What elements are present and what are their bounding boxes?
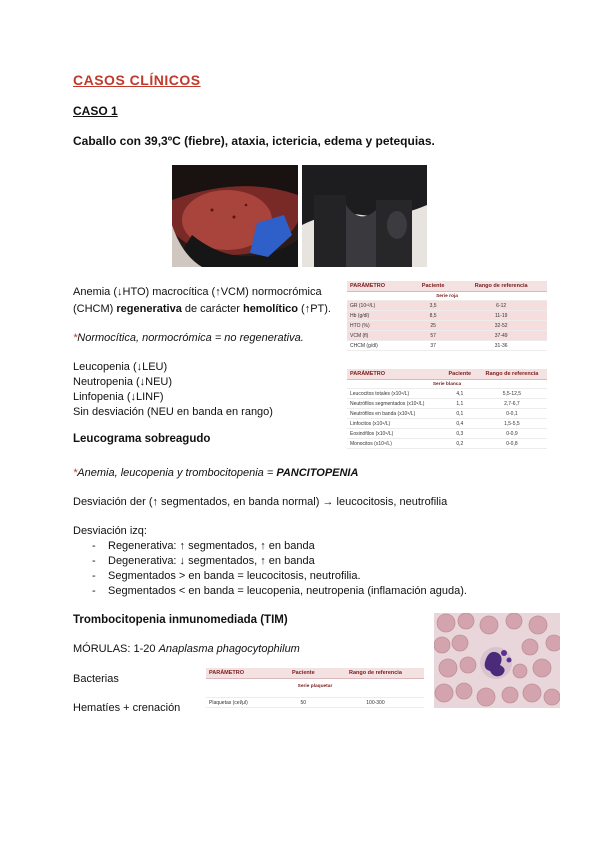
- anemia-line-2: (CHCM) regenerativa de carácter hemolítico (↑PT).: [73, 303, 331, 315]
- horse-mouth-photo: [172, 165, 298, 267]
- list-bullet: -: [92, 555, 96, 567]
- leuco-item: Leucopenia (↓LEU): [73, 361, 168, 373]
- case-summary: Caballo con 39,3ºC (fiebre), ataxia, ictericia, edema y petequias.: [73, 134, 435, 148]
- blood-smear-photo: [434, 613, 560, 708]
- desviacion-der: Desviación der (↑ segmentados, en banda normal) → leucocitosis, neutrofilia: [73, 496, 448, 508]
- table-serie-blanca: PARÁMETRO Paciente Rango de referencia Serie blanca Leucocitos totales (x10⁹/L) 4,1 5,5-12,5 Neutrófilos segmentados (x10⁹/L) 1,1 2,7-6,7 Neutrófilos en banda (x10⁹/L) 0,1 0-0,1 Linfocitos (x10⁹/L) 0,4 1,5-5,5 Eosinófilos (x10⁹/L) 0,3 0-0,9 Monocitos (x10⁹/L) 0,2 0-0,8: [347, 369, 547, 449]
- leucograma-heading: Leucograma sobreagudo: [73, 433, 211, 445]
- bacterias-label: Bacterias: [73, 673, 119, 685]
- table-row: VCM (fl) 57 37-49: [347, 331, 547, 341]
- page-title: CASOS CLÍNICOS: [73, 72, 201, 88]
- leuco-item: Neutropenia (↓NEU): [73, 376, 173, 388]
- list-item: Degenerativa: ↓ segmentados, ↑ en banda: [108, 555, 315, 567]
- list-bullet: -: [92, 540, 96, 552]
- morulas-line: MÓRULAS: 1-20 Anaplasma phagocytophilum: [73, 643, 300, 655]
- table-row: Neutrófilos segmentados (x10⁹/L) 1,1 2,7-6,7: [347, 399, 547, 409]
- note-pancitopenia: *Anemia, leucopenia y trombocitopenia = PANCITOPENIA: [73, 467, 359, 479]
- anemia-line-1: Anemia (↓HTO) macrocítica (↑VCM) normocrómica: [73, 286, 322, 298]
- list-item: Segmentados > en banda = leucocitosis, neutrofilia.: [108, 570, 361, 582]
- table-row: Neutrófilos en banda (x10⁹/L) 0,1 0-0,1: [347, 409, 547, 419]
- list-bullet: -: [92, 585, 96, 597]
- table-row: HTO (%) 25 32-52: [347, 321, 547, 331]
- table-serie-roja: PARÁMETRO Paciente Rango de referencia Serie roja GR (10¹²/L) 3,5 6-12 Hb (g/dl) 8,5 11-19 HTO (%) 25 32-52 VCM (fl) 57 37-49 CHCM (g/dl) 37 31-36: [347, 281, 547, 351]
- table-row: Plaquetas (cel/μl) 50 100-300: [206, 698, 424, 708]
- table-row: GR (10¹²/L) 3,5 6-12: [347, 301, 547, 311]
- list-bullet: -: [92, 570, 96, 582]
- hematies-label: Hematíes + crenación: [73, 702, 181, 714]
- tim-heading: Trombocitopenia inmunomediada (TIM): [73, 614, 288, 626]
- note-normocitica: *Normocítica, normocrómica = no regenerativa.: [73, 332, 304, 344]
- list-item: Regenerativa: ↑ segmentados, ↑ en banda: [108, 540, 315, 552]
- table-row: Monocitos (x10⁹/L) 0,2 0-0,8: [347, 439, 547, 449]
- table-serie-plaquetar: PARÁMETRO Paciente Rango de referencia Serie plaquetar Plaquetas (cel/μl) 50 100-300: [206, 668, 424, 708]
- table-row: CHCM (g/dl) 37 31-36: [347, 341, 547, 351]
- table-row: Eosinófilos (x10⁹/L) 0,3 0-0,9: [347, 429, 547, 439]
- table-row: Linfocitos (x10⁹/L) 0,4 1,5-5,5: [347, 419, 547, 429]
- case-heading: CASO 1: [73, 104, 118, 118]
- list-item: Segmentados < en banda = leucopenia, neutropenia (inflamación aguda).: [108, 585, 467, 597]
- leuco-item: Sin desviación (NEU en banda en rango): [73, 406, 273, 418]
- table-row: Leucocitos totales (x10⁹/L) 4,1 5,5-12,5: [347, 389, 547, 399]
- leuco-item: Linfopenia (↓LINF): [73, 391, 164, 403]
- table-row: Hb (g/dl) 8,5 11-19: [347, 311, 547, 321]
- horse-legs-photo: [302, 165, 427, 267]
- desviacion-izq-heading: Desviación izq:: [73, 525, 147, 537]
